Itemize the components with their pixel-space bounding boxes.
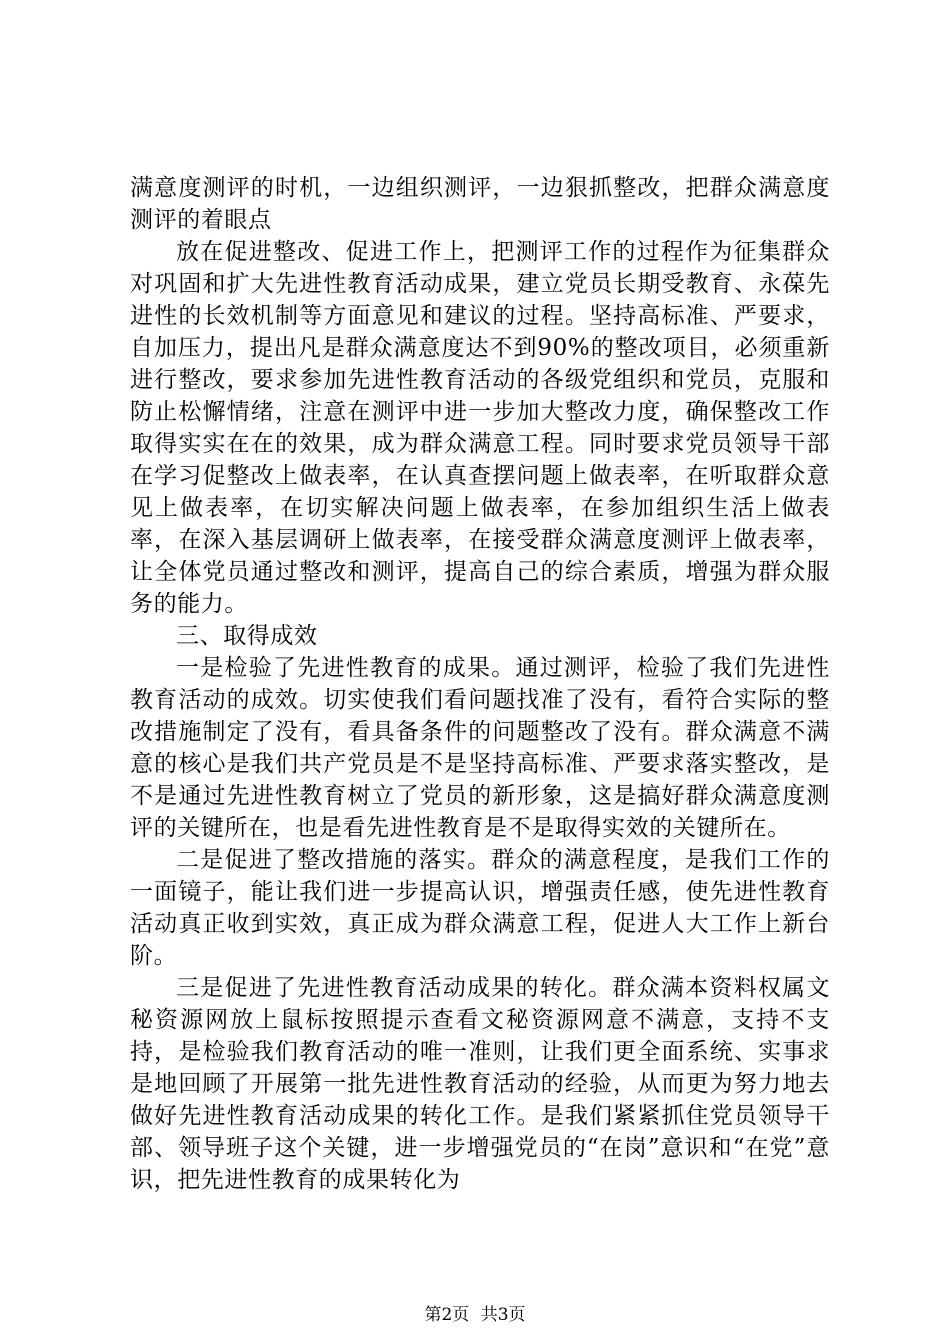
document-body [130,172,830,1196]
paragraph-continued: 满意度测评的时机，一边组织测评，一边狠抓整改，把群众满意度测评的着眼点 [130,175,830,233]
section-heading: 三、取得成效 [176,623,318,649]
page-footer [0,1300,950,1325]
paragraph: 二是促进了整改措施的落实。群众的满意程度，是我们工作的一面镜子，能让我们进一步提高认识，增强责任感，使先进性教育活动真正收到实效，真正成为群众满意工程，促进人大工作上新台阶。 [130,847,830,969]
paragraph: 三是促进了先进性教育活动成果的转化。群众满本资料权属文秘资源网放上鼠标按照提示查看文秘资源网意不满意，支持不支持，是检验我们教育活动的唯一准则，让我们更全面系统、实事求是地回顾了开展第一批先进性教育活动的经验，从而更为努力地去做好先进性教育活动成果的转化工作。是我们紧紧抓住党员领导干部、领导班子这个关键，进一步增强党员的“在岗”意识和“在党”意识，把先进性教育的成果转化为 [130,975,830,1193]
page-number: 第2页 [424,1305,470,1325]
page-total: 共3页 [480,1305,526,1325]
paragraph: 一是检验了先进性教育的成果。通过测评，检验了我们先进性教育活动的成效。切实使我们看问题找准了没有，看符合实际的整改措施制定了没有，看具备条件的问题整改了没有。群众满意不满意的核心是我们共产党员是不是坚持高标准、严要求落实整改，是不是通过先进性教育树立了党员的新形象，这是搞好群众满意度测评的关键所在，也是看先进性教育是不是取得实效的关键所在。 [130,655,830,841]
paragraph: 放在促进整改、促进工作上，把测评工作的过程作为征集群众对巩固和扩大先进性教育活动成果，建立党员长期受教育、永葆先进性的长效机制等方面意见和建议的过程。坚持高标准、严要求，自加压力，提出凡是群众满意度达不到90%的整改项目，必须重新进行整改，要求参加先进性教育活动的各级党组织和党员，克服和防止松懈情绪，注意在测评中进一步加大整改力度，确保整改工作取得实实在在的效果，成为群众满意工程。同时要求党员领导干部在学习促整改上做表率，在认真查摆问题上做表率，在听取群众意见上做表率，在切实解决问题上做表率，在参加组织生活上做表率，在深入基层调研上做表率，在接受群众满意度测评上做表率，让全体党员通过整改和测评，提高自己的综合素质，增强为群众服务的能力。 [130,239,830,617]
